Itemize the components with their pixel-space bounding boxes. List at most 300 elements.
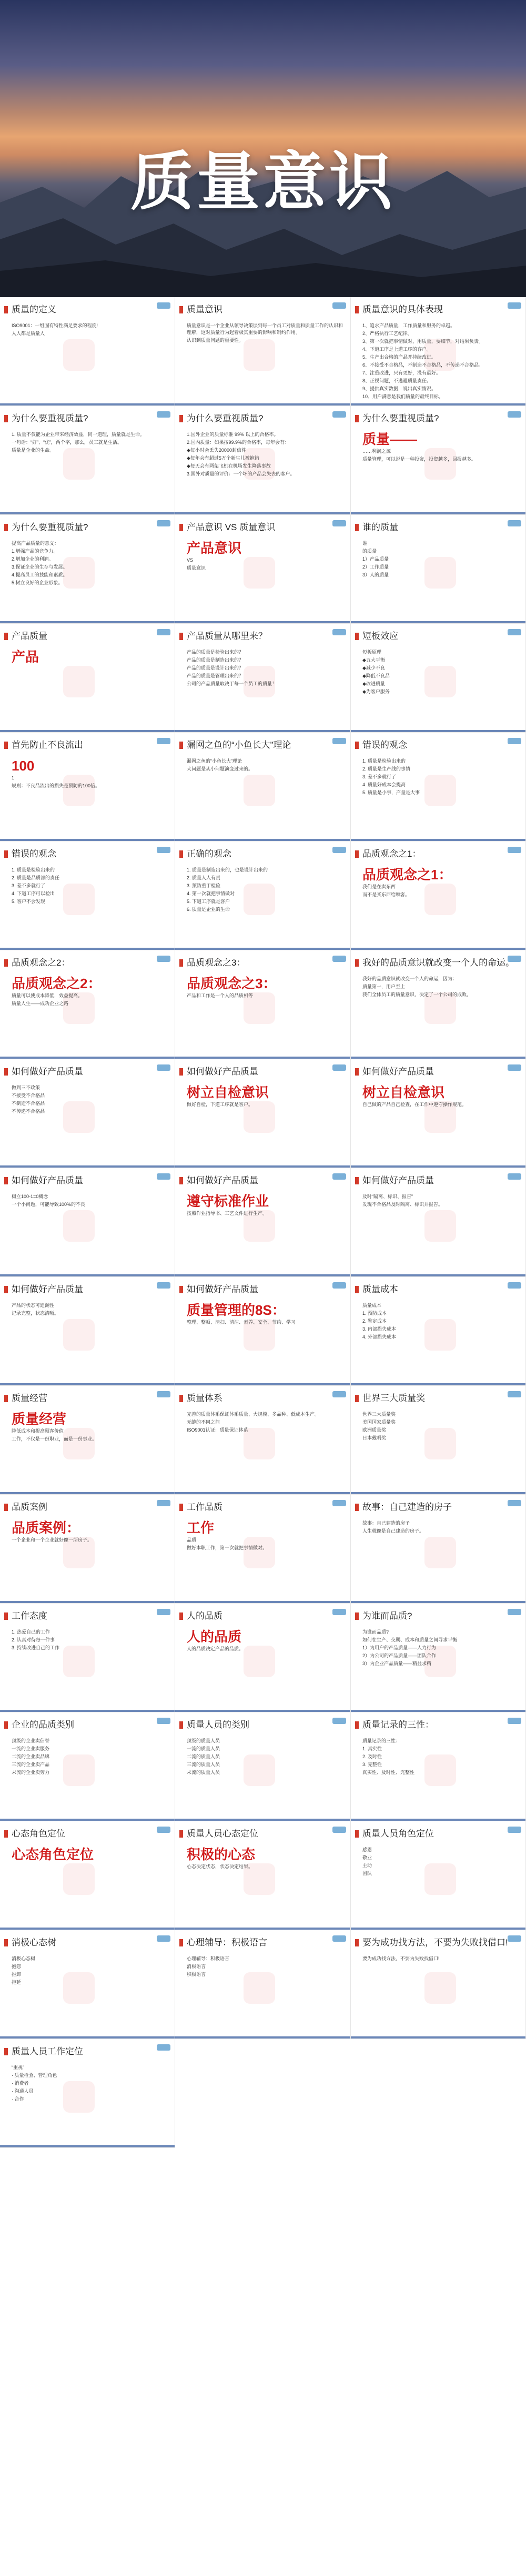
slide-line: 真实性、及时性、完整性 [362, 1770, 415, 1775]
slide-footer-bar [175, 1057, 350, 1059]
slide-line: 工作，不仅是一份职业，而是一份事业。 [12, 1436, 97, 1442]
slide-thumbnail[interactable] [0, 515, 175, 624]
slide-thumbnail[interactable] [351, 406, 526, 515]
slide-line: 3.国外对质量的评价：一个坏的产品会失去的客户。 [187, 471, 295, 476]
slide-body [362, 976, 520, 999]
slide-footer-bar [351, 512, 525, 514]
slide-line: 人的品质决定产品的品质。 [187, 1646, 244, 1651]
slide-title: 质量人员工作定位 [12, 2046, 170, 2057]
watermark-icon [63, 666, 95, 697]
slide-body [12, 867, 169, 906]
slide-line: 故事：自己建造的房子 [362, 1520, 410, 1526]
slide-line: 要为成功找方法，不要为失败找借口! [362, 1956, 440, 1961]
slide-footer-bar [0, 1274, 175, 1276]
slide-line: 树立100-1=0概念 [12, 1194, 48, 1199]
slide-line: 二流的质量人员 [187, 1754, 220, 1759]
slide-line: 完善的质量体系保证体系质量、大规模、多品种、低成本生产。 [187, 1412, 320, 1417]
slide-line: 我们是在卖东西 [362, 884, 396, 889]
slide-footer-bar [0, 1383, 175, 1385]
slide-line: · 质量检验、管理角色 [12, 2073, 57, 2078]
slide-thumbnail[interactable] [351, 1930, 526, 2039]
watermark-icon [244, 775, 275, 806]
slide-line: 品质案例： [12, 1520, 80, 1536]
slide-line: 2）工作质量 [362, 564, 389, 570]
slide-line: 心态角色定位 [12, 1847, 94, 1862]
slide-footer-bar [351, 403, 525, 405]
slide-line: 4.提高员工的技能和素质。 [12, 572, 68, 577]
slide-line: 不接受不合格品 [12, 1093, 45, 1098]
slide-line: 为谁而品质? [362, 1629, 389, 1635]
slide-line: 心理辅导：积极语言 [187, 1956, 230, 1961]
slide-line: 规则：不良品流出的损失是预防的100倍。 [12, 783, 100, 788]
slide-line: 2. 鉴定成本 [362, 1319, 387, 1324]
slide-title: 心理辅导：积极语言 [187, 1938, 346, 1948]
slide-footer-bar [351, 1928, 525, 1930]
slide-title: 要为成功找方法，不要为失败找借口! [362, 1938, 521, 1948]
watermark-icon [63, 1863, 95, 1895]
slide-line: 1.国外企业的质量标准 99% 以上的合格率。 [187, 432, 279, 437]
slide-line: 自己做的产品自己检查，在工作中遵守操作规范。 [362, 1102, 467, 1107]
slide-body [187, 1629, 345, 1654]
slide-body [187, 1955, 345, 1979]
slide-title: 为什么要重视质量? [362, 413, 521, 424]
slide-line: 7、注重改进，只有更好，没有最好。 [362, 370, 441, 376]
slide-line: 4. 下道工序可以检出 [12, 891, 55, 896]
slide-line: · 消费者 [12, 2081, 29, 2086]
slide-footer-bar [351, 1819, 525, 1821]
slide-title: 正确的观念 [187, 849, 346, 859]
slide-body [12, 1084, 169, 1116]
slide-footer-bar [0, 730, 175, 732]
slide-thumbnail[interactable] [0, 950, 175, 1059]
slide-line: 3、第一次就把事情做对，用质量，要细节，对结果负责。 [362, 339, 484, 344]
slide-footer-bar [0, 839, 175, 841]
slide-body [12, 1847, 169, 1863]
slide-thumbnail[interactable] [351, 1059, 526, 1168]
slide-line: 质量经营 [12, 1411, 67, 1427]
slide-thumbnail[interactable] [175, 1712, 351, 1821]
slide-title: 如何做好产品质量 [12, 1284, 170, 1295]
slide-thumbnail[interactable] [351, 1168, 526, 1277]
slide-line: ◆减少不良 [362, 665, 385, 671]
slide-thumbnail[interactable] [175, 1386, 351, 1495]
slide-line: 末流的质量人员 [187, 1770, 220, 1775]
slide-body [362, 1847, 520, 1878]
slide-thumbnail[interactable] [175, 950, 351, 1059]
slide-title: 错误的观念 [362, 740, 521, 751]
slide-footer-bar [351, 2036, 525, 2039]
slide-footer-bar [175, 1492, 350, 1494]
slide-thumbnail[interactable] [0, 2039, 175, 2148]
slide-line: 推卸 [12, 1972, 22, 1977]
slide-line: 消极语言 [187, 1964, 206, 1969]
slide-line: 品质 [187, 1537, 197, 1543]
slide-line: 三流的质量人员 [187, 1762, 220, 1767]
slide-body [362, 649, 520, 696]
slide-footer-bar [0, 512, 175, 514]
slide-line: 5、生产出合格的产品并持续改进。 [362, 354, 437, 360]
slide-line: 做好自检，下道工序就是客户。 [187, 1102, 254, 1107]
slide-footer-bar [175, 1819, 350, 1821]
slide-line: 积极的心态 [187, 1847, 256, 1862]
slide-line: 4、下道工序是上道工序的客户。 [362, 347, 432, 352]
slide-thumbnail[interactable] [0, 1168, 175, 1277]
slide-line: 1. 质量是检验出来的 [12, 867, 55, 873]
slide-body [362, 540, 520, 580]
slide-thumbnail[interactable] [175, 1495, 351, 1604]
slide-thumbnail[interactable] [0, 733, 175, 841]
slide-title: 我好的品质意识就改变一个人的命运。 [362, 958, 521, 968]
slide-line: 品质观念之2： [12, 976, 102, 991]
slide-footer-bar [351, 1057, 525, 1059]
slide-title: 如何做好产品质量 [362, 1175, 521, 1186]
slide-thumbnail[interactable] [0, 841, 175, 950]
slide-thumbnail[interactable] [351, 515, 526, 624]
slide-body [362, 1738, 520, 1777]
slide-line: 1. 热爱自己的工作 [12, 1629, 50, 1635]
slide-body [12, 1193, 169, 1209]
slide-line: 1. 质量是检验出来的 [362, 758, 406, 764]
slide-line: 而不是买东西给顾客。 [362, 892, 410, 897]
slide-line: 5. 下道工序就是客户 [187, 899, 230, 904]
slide-thumbnail[interactable] [175, 1168, 351, 1277]
slide-line: 质量—— [362, 431, 418, 447]
slide-body [362, 758, 520, 797]
slide-line: 末流的企业卖劳力 [12, 1770, 50, 1775]
slide-line: 一流的企业卖服务 [12, 1746, 50, 1751]
watermark-icon [63, 1319, 95, 1351]
slide-footer-bar [0, 1492, 175, 1494]
slide-footer-bar [0, 1165, 175, 1168]
slide-thumbnail[interactable] [0, 1386, 175, 1495]
slide-footer-bar [351, 1492, 525, 1494]
slide-line: 短板原理 [362, 650, 382, 655]
slide-body [12, 649, 169, 666]
slide-line: 2. 质量是生产线的事情 [362, 766, 411, 772]
slide-line: 3. 预防重于检验 [187, 883, 221, 888]
slide-line: 3. 差不多就行了 [362, 774, 397, 779]
slide-thumbnail[interactable] [175, 841, 351, 950]
slide-line: 质量第一，用户至上 [362, 984, 406, 989]
slide-thumbnail[interactable] [351, 1495, 526, 1604]
slide-title: 质量人员的类别 [187, 1720, 346, 1730]
slide-body [362, 1520, 520, 1536]
slide-footer-bar [175, 1274, 350, 1276]
slide-line: 3. 内部损失成本 [362, 1326, 397, 1332]
slide-thumbnail[interactable] [175, 515, 351, 624]
slide-line: 二流的企业卖品牌 [12, 1754, 50, 1759]
slide-footer-bar [0, 2145, 175, 2147]
slide-thumbnail[interactable] [0, 1495, 175, 1604]
slide-body [187, 1847, 345, 1871]
slide-title: 错误的观念 [12, 849, 170, 859]
slide-line: 一流的质量人员 [187, 1746, 220, 1751]
slide-line: 整理、整顿、清扫、清洁、素养、安全、节约、学习 [187, 1320, 296, 1325]
slide-line: 谁 [362, 541, 368, 546]
slide-footer-bar [0, 1928, 175, 1930]
slide-line: · 沟通人员 [12, 2088, 34, 2094]
slide-line: 2、严格执行工艺纪律。 [362, 331, 413, 336]
slide-line: 10、用户满意是我们质量的最终目标。 [362, 394, 444, 399]
slide-line: 2. 认真对待每一件事 [12, 1637, 55, 1642]
slide-title: 消极心态树 [12, 1938, 170, 1948]
slide-line: 不制造不合格品 [12, 1101, 45, 1106]
slide-line: 4. 质量好成本会提高 [362, 782, 406, 787]
slide-title: 产品意识 VS 质量意识 [187, 522, 346, 533]
slide-title: 故事：自己建造的房子 [362, 1502, 521, 1513]
slide-title: 人的品质 [187, 1611, 346, 1621]
slide-body [362, 1955, 520, 1963]
slide-line: 4. 第一次就把事情做对 [187, 891, 235, 896]
slide-line: · 合作 [12, 2096, 24, 2102]
slide-title: 质量意识 [187, 305, 346, 315]
slide-body [362, 1084, 520, 1109]
slide-footer-bar [175, 1165, 350, 1168]
slide-line: 做好本职工作，第一次就把事情做对。 [187, 1545, 268, 1550]
slide-thumbnail[interactable] [175, 406, 351, 515]
slide-thumbnail[interactable] [0, 1821, 175, 1930]
slide-thumbnail[interactable] [0, 297, 175, 406]
slide-footer-bar [175, 730, 350, 732]
slide-title: 首先防止不良流出 [12, 740, 170, 751]
slide-footer-bar [351, 1274, 525, 1276]
slide-line: 产品 [12, 649, 39, 665]
slide-thumbnail[interactable] [351, 733, 526, 841]
slide-footer-bar [0, 403, 175, 405]
slide-body [12, 1520, 169, 1545]
slide-body [362, 1411, 520, 1443]
watermark-icon [63, 1210, 95, 1242]
slide-body [12, 431, 169, 455]
slide-line: 5. 客户不会发现 [12, 899, 46, 904]
slide-line: 质量管理的8S： [187, 1302, 286, 1318]
slide-title: 世界三大质量奖 [362, 1393, 521, 1404]
slide-footer-bar [351, 1383, 525, 1385]
slide-footer-bar [175, 512, 350, 514]
slide-line: 1）为用户的产品质量——人力行为 [362, 1645, 437, 1650]
slide-thumbnail[interactable] [175, 1059, 351, 1168]
slide-body [12, 1302, 169, 1318]
slide-line: 质量意识是一个企业从领导决策层到每一个员工对质量和质量工作的认识和理解，这对质量行为起着极其重要的影响和制约作用。 [187, 323, 343, 335]
slide-footer-bar [0, 1819, 175, 1821]
slide-footer-bar [351, 730, 525, 732]
slide-footer-bar [175, 1383, 350, 1385]
slide-thumbnail[interactable] [175, 1930, 351, 2039]
slide-line: 感恩 [362, 1847, 372, 1852]
slide-thumbnail[interactable] [175, 297, 351, 406]
slide-thumbnail[interactable] [0, 1059, 175, 1168]
slide-line: 5. 质量是小事，产量是大事 [362, 790, 420, 795]
slide-line: 3. 完整性 [362, 1762, 382, 1767]
slide-line: ◆每年会有超过5万个新生儿被抱错 [187, 455, 259, 461]
slide-title: 短板效应 [362, 631, 521, 642]
slide-title: 企业的品质类别 [12, 1720, 170, 1730]
slide-thumbnail[interactable] [351, 1712, 526, 1821]
slide-body [362, 431, 520, 464]
slide-line: 2. 质量人人有责 [187, 875, 221, 880]
slide-thumbnail[interactable] [351, 1604, 526, 1712]
slide-line: 记录完整，状态清晰。 [12, 1311, 59, 1316]
slide-thumbnail[interactable] [351, 841, 526, 950]
slide-line: 9、提供真实数据，说出真实情况。 [362, 386, 437, 391]
slide-title: 如何做好产品质量 [12, 1067, 170, 1077]
hero-title: 质量意识 [130, 146, 396, 219]
slide-footer-bar [0, 621, 175, 623]
slide-line: 降低成本和提高顾客价值 [12, 1428, 64, 1434]
slide-thumbnail[interactable] [175, 1821, 351, 1930]
slide-line: 质量意识 [187, 565, 206, 571]
slide-line: 敬业 [362, 1855, 372, 1860]
slide-body [362, 867, 520, 899]
slide-thumbnail[interactable] [351, 1386, 526, 1495]
slide-line: 1. 质量不仅能为企业带来经济效益，同一道理，质量就是生命。 [12, 432, 145, 437]
slide-line: 1、追求产品质量，工作质量和服务的卓越。 [362, 323, 456, 328]
slide-line: 我好的品质意识就改变一个人的命运，因为： [362, 976, 458, 981]
slide-line: 质量人生——成功企业之路 [12, 1001, 69, 1006]
slide-title: 工作品质 [187, 1502, 346, 1513]
slide-line: 质量是企业的生命。 [12, 448, 55, 453]
slide-title: 产品质量 [12, 631, 170, 642]
slide-line: ◆为客户服务 [362, 689, 390, 694]
slide-line: 不传递不合格品 [12, 1109, 45, 1114]
slide-line: ……利润之源 [362, 449, 391, 454]
slide-line: 顶级的质量人员 [187, 1738, 220, 1743]
slide-line: 拖延 [12, 1980, 22, 1985]
slide-footer-bar [0, 1710, 175, 1712]
slide-line: 6. 质量是企业的生命 [187, 907, 230, 912]
slide-footer-bar [175, 1928, 350, 1930]
slide-title: 漏网之鱼的“小鱼长大”理论 [187, 740, 346, 751]
slide-body [187, 1738, 345, 1777]
slide-line: 1.增强产品的竞争力。 [12, 549, 58, 554]
slide-thumbnail[interactable] [175, 1277, 351, 1386]
slide-line: 3. 差不多就行了 [12, 883, 46, 888]
slide-line: 人生就像是自己建造的房子。 [362, 1528, 424, 1534]
slide-title: 谁的质量 [362, 522, 521, 533]
slide-thumbnail[interactable] [175, 1604, 351, 1712]
slide-title: 品质观念之2： [12, 958, 170, 968]
slide-line: 3.保证企业的生存与发展。 [12, 564, 68, 570]
slide-line: 3. 持续改进自己的工作 [12, 1645, 60, 1650]
slide-title: 质量人员心态定位 [187, 1829, 346, 1839]
slide-line: 2.增加企业的利润。 [12, 556, 54, 562]
slide-footer-bar [351, 839, 525, 841]
slide-title: 为什么要重视质量? [12, 522, 170, 533]
slide-line: 2. 及时性 [362, 1754, 382, 1759]
slide-line: 质量成本 [362, 1303, 382, 1308]
slide-line: ISO9001认证：质量保证体系 [187, 1427, 248, 1433]
slide-body [362, 322, 520, 401]
slide-line: 树立自检意识 [187, 1084, 269, 1100]
slide-line: 做到三不政策 [12, 1085, 41, 1090]
slide-footer-bar [175, 403, 350, 405]
slide-line: 顶级的企业卖信誉 [12, 1738, 50, 1743]
slide-line: 积极语言 [187, 1972, 206, 1977]
watermark-icon [424, 1210, 456, 1242]
slide-line: 的质量 [362, 549, 377, 554]
slide-line: ◆降低不良品 [362, 673, 390, 678]
slide-line: ◆改进质量 [362, 681, 385, 686]
slide-title: 质量意识的具体表现 [362, 305, 521, 315]
slide-thumbnail[interactable] [0, 1712, 175, 1821]
slide-line: 1. 预防成本 [362, 1311, 387, 1316]
slide-title: 质量成本 [362, 1284, 521, 1295]
slide-body [12, 322, 169, 338]
slide-line: 大问题是从小问题演变过来的。 [187, 766, 254, 772]
slide-line: 100 [12, 758, 35, 774]
slide-thumbnail[interactable] [351, 1821, 526, 1930]
slide-body [187, 1411, 345, 1435]
slide-footer-bar [351, 1601, 525, 1603]
slide-body [187, 1193, 345, 1218]
slide-line: 质量管理，可以说是一种投资，投资越多，回报越多。 [362, 457, 477, 462]
slide-body [187, 1520, 345, 1553]
slide-line: 品质观念之1： [362, 867, 452, 883]
slide-thumbnail[interactable] [0, 624, 175, 733]
slide-line: 质量记录的三性： [362, 1738, 401, 1743]
slide-footer-bar [351, 948, 525, 950]
slide-line: 品质观念之3： [187, 976, 277, 991]
slide-line: 5.树立良好的企业形象。 [12, 580, 63, 585]
slide-line: 1. 真实性 [362, 1746, 382, 1751]
slide-title: 如何做好产品质量 [12, 1175, 170, 1186]
slide-line: 2）为公司的产品质量——团队合作 [362, 1653, 437, 1658]
slide-thumbnail[interactable] [351, 297, 526, 406]
slide-line: ISO9001：一组固有特性满足要求的程度! [12, 323, 98, 328]
slide-line: 产品的质量是检验出来的？ [187, 650, 244, 655]
slide-line: 三流的企业卖产品 [12, 1762, 50, 1767]
slide-body [187, 431, 345, 479]
slide-line: 树立自检意识 [362, 1084, 445, 1100]
watermark-icon [424, 1972, 456, 2004]
slide-title: 为什么要重视质量? [187, 413, 346, 424]
slide-line: 产品的质量是设计出来的？ [187, 665, 244, 671]
slide-footer-bar [175, 621, 350, 623]
slide-line: 我们全体员工的质量意识，决定了一个公司的成败。 [362, 992, 472, 997]
slide-thumbnail[interactable] [175, 733, 351, 841]
slide-title: 质量记录的三性： [362, 1720, 521, 1730]
slide-line: 团队 [362, 1871, 372, 1876]
slide-body [362, 1302, 520, 1342]
slide-body [187, 1084, 345, 1109]
slide-footer-bar [0, 948, 175, 950]
slide-title: 如何做好产品质量 [362, 1067, 521, 1077]
slide-thumbnail[interactable] [175, 624, 351, 733]
slide-title: 质量的定义 [12, 305, 170, 315]
slide-line: 日本戴明奖 [362, 1435, 387, 1441]
slide-thumbnail[interactable] [351, 624, 526, 733]
slide-line: 及时“隔离、标识、报告” [362, 1194, 413, 1199]
slide-line: VS [187, 557, 194, 563]
slide-line: 按照作业指导书、工艺文件进行生产。 [187, 1211, 268, 1216]
slide-thumbnail[interactable] [0, 1930, 175, 2039]
slide-thumbnail[interactable] [0, 1604, 175, 1712]
hero-banner [0, 0, 526, 297]
slide-thumbnail[interactable] [351, 950, 526, 1059]
slide-title: 产品质量从哪里来？ [187, 631, 346, 642]
slide-line: 产品和工作是一个人的品质相等 [187, 993, 254, 998]
slide-body [12, 2064, 169, 2104]
slide-line: 遵守标准作业 [187, 1193, 269, 1209]
slide-body [187, 649, 345, 688]
slide-line: ◆五大平衡 [362, 657, 385, 663]
slide-thumbnail[interactable] [0, 1277, 175, 1386]
slide-body [187, 322, 345, 345]
slide-line: 2.国内质量：如果按99.9%的合格率，每年会有： [187, 440, 290, 445]
slide-thumbnail[interactable] [351, 1277, 526, 1386]
slide-thumbnail[interactable] [0, 406, 175, 515]
slide-line: 无缝的不同之间 [187, 1419, 220, 1425]
